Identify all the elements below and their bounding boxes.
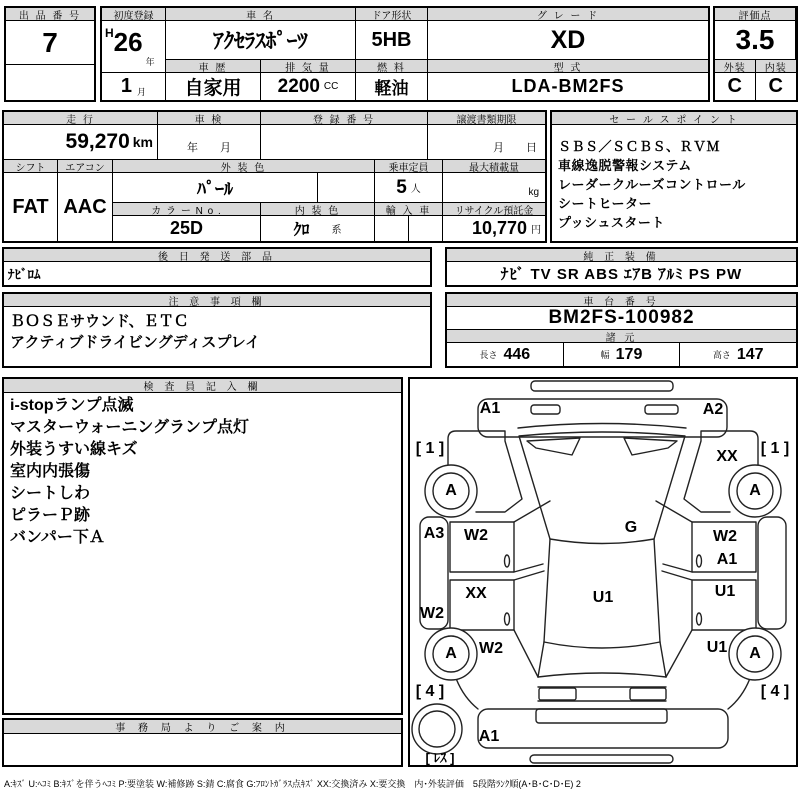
height-cell [680,343,796,366]
shift-value: FAT [4,173,58,241]
inspector-line: マスターウォーニングランプ点灯 [10,419,250,436]
grade-value: XD [428,21,708,60]
score-box [713,6,798,102]
tire-rear-left: [ 4 ] [415,683,445,700]
chassis-value: BM2FS-100982 [447,307,796,330]
int-color-label: 内 装 色 [261,203,375,216]
score-value: 3.5 [715,21,796,60]
note-line: ＢＯＳＥサウンド、ＥＴＣ [10,313,189,330]
reg-no-value [261,125,428,160]
model-code-value: LDA-BM2FS [511,76,625,96]
aircon-label: エアコン [58,160,113,173]
later-parts-box [2,247,432,287]
inspector-lines [4,393,401,553]
lot-empty-cell [6,65,94,100]
max-load-label: 最大積載量 [443,160,545,173]
deadline-value: 月 日 [428,125,545,160]
height-label: 高さ [712,350,731,360]
deadline-label: 譲渡書類期限 [428,112,545,125]
grade-label: グ レ ー ド [428,8,708,21]
capacity-cell [375,173,443,203]
car-name-value: ｱｸｾﾗｽﾎﾟｰﾂ [166,21,356,60]
ext-color-value: ﾊﾟｰﾙ [113,173,318,203]
notes-box [2,292,432,368]
month-unit: 月 [137,87,147,97]
shaken-label: 車 検 [158,112,261,125]
length-value: 446 [503,345,531,363]
sales-point-line: ＳＢＳ／ＳＣＢＳ、ＲＶＭ [558,139,721,154]
height-value: 147 [736,345,764,363]
history-value: 自家用 [166,73,261,100]
int-color-suffix: 系 [331,225,342,236]
mileage-unit: km [132,134,153,150]
sales-points-label: セ ー ル ス ポ イ ン ト [552,112,796,125]
damage-rear-bumper: A1 [478,728,500,745]
damage-quarter-rear-right: U1 [706,639,728,656]
damage-door-front-right-2: A1 [716,551,738,568]
displacement-unit: CC [323,81,339,92]
damage-wheel-rear-left: A [445,645,457,662]
exterior-grade-label: 外装 [715,60,756,73]
width-value: 179 [615,345,643,363]
dimensions-row [447,343,796,366]
notes-label: 注 意 事 項 欄 [4,294,430,307]
displacement-label: 排 気 量 [261,60,356,73]
color-no-label: カ ラ ー N o . [113,203,261,216]
tire-rear-right: [ 4 ] [760,683,790,700]
lot-box [4,6,96,102]
car-diagram-outline [410,379,796,765]
damage-front-bumper-right: A2 [702,401,724,418]
damage-windshield: G [624,519,638,536]
first-reg-label: 初度登録 [102,8,166,21]
damage-front-fender-right: XX [716,448,738,465]
inspector-box [2,377,403,715]
door-shape-label: ドア形状 [356,8,428,21]
interior-grade-value: C [768,75,783,97]
color-no-value: 25D [113,216,261,241]
damage-front-bumper-left: A1 [479,400,501,417]
aircon-value: AAC [58,173,113,241]
damage-wheel-front-left: A [445,482,457,499]
width-cell [564,343,681,366]
sales-point-line: プッシュスタート [558,215,665,230]
sales-points-lines [552,125,796,236]
mileage-value: 59,270 [65,130,130,153]
ext-color-label: 外 装 色 [113,160,375,173]
first-reg-year-cell [102,21,166,73]
displacement-value: 2200 [277,75,320,97]
length-label: 長さ [479,350,498,360]
fuel-value: 軽油 [356,73,428,100]
recycle-cell [443,216,545,241]
dimensions-label: 諸 元 [447,330,796,343]
inspector-label: 検 査 員 記 入 欄 [4,379,401,393]
recycle-unit: 円 [531,225,541,236]
damage-door-front-right-1: W2 [713,528,737,545]
score-label: 評価点 [715,8,796,21]
import-cell-b [409,216,443,241]
damage-left-sill-top: A3 [423,525,445,542]
damage-quarter-rear-left: W2 [479,640,503,657]
oem-equipment-value: ﾅﾋﾞ TV SR ABS ｴｱB ｱﾙﾐ PS PW [500,266,743,283]
damage-door-rear-right: U1 [714,583,736,600]
capacity-label: 乗車定員 [375,160,443,173]
damage-wheel-front-right: A [749,482,761,499]
chassis-label: 車 台 番 号 [447,294,796,307]
oem-equipment-label: 純 正 装 備 [447,249,796,262]
history-label: 車 歴 [166,60,261,73]
int-color-value: ｸﾛ [293,222,310,239]
model-code-label: 型 式 [428,60,708,73]
inspector-line: 外装うすい線キズ [10,441,138,458]
mileage-cell [4,125,158,160]
lot-label: 出 品 番 号 [6,8,94,21]
capacity-unit: 人 [410,184,421,195]
damage-roof: U1 [592,589,614,606]
fuel-label: 燃 料 [356,60,428,73]
car-diagram-box [408,377,798,767]
sales-point-line: レーダークルーズコントロール [558,177,746,192]
inspector-line: ピラーＰ跡 [10,507,91,524]
shaken-value: 年 月 [158,125,261,160]
recycle-value: 10,770 [471,218,527,238]
year-unit: 年 [145,57,155,67]
ext-color-extra-cell [318,173,375,203]
legend-text: A:ｷｽﾞ U:ﾍｺﾐ B:ｷｽﾞを伴うﾍｺﾐ P:要塗装 W:補修跡 S:錆 C:腐食 G:ﾌﾛﾝﾄｶﾞﾗｽ点ｷｽﾞ XX:交換済み X:要交換 内･外装評価 5段階ﾗﾝｸ順(A･B･C･D･E) 2 [4,779,581,789]
damage-wheel-rear-right: A [749,645,761,662]
note-line: アクティブドライビングディスプレイ [10,334,261,351]
tire-front-right: [ 1 ] [760,440,790,457]
office-label: 事 務 局 よ り ご 案 内 [4,720,401,734]
oem-equipment-box [445,247,798,287]
inspector-line: i-stopランプ点滅 [10,397,134,414]
displacement-cell [261,73,356,100]
reg-no-label: 登 録 番 号 [261,112,428,125]
notes-lines [4,307,430,357]
office-box [2,718,403,767]
first-reg-year: 26 [113,27,143,57]
car-name-label: 車 名 [166,8,356,21]
door-shape-value: 5HB [356,21,428,60]
inspector-line: 室内内張傷 [10,463,91,480]
spare-tire-status: [ ﾚｽ ] [425,750,455,766]
first-reg-month: 1 [120,75,133,97]
exterior-grade-value: C [715,73,756,100]
sales-points-box [550,110,798,243]
int-color-cell [261,216,375,241]
recycle-label: リサイクル預託金 [443,203,545,216]
info-box [2,110,547,243]
shift-label: シフト [4,160,58,173]
damage-left-sill-bottom: W2 [420,605,444,622]
inspector-line: シートしわ [10,485,91,502]
mileage-label: 走 行 [4,112,158,125]
damage-door-front-left: W2 [464,527,488,544]
length-cell [447,343,564,366]
damage-door-rear-left: XX [465,585,487,602]
era-letter: H [105,26,114,40]
inspector-line: バンパー下Ａ [10,529,105,546]
lot-number: 7 [6,21,94,65]
later-parts-value: ﾅﾋﾞﾛﾑ [8,267,41,282]
later-parts-label: 後 日 発 送 部 品 [4,249,430,262]
vehicle-header-box [100,6,710,102]
width-label: 幅 [600,350,610,360]
capacity-value: 5 [396,176,407,198]
import-label: 輸 入 車 [375,203,443,216]
first-reg-month-cell [102,73,166,100]
interior-grade-label: 内装 [756,60,797,73]
sales-point-line: 車線逸脱警報システム [558,158,692,173]
import-cell-a [375,216,409,241]
max-load-cell: kg [443,173,545,203]
chassis-box [445,292,798,368]
tire-front-left: [ 1 ] [415,440,445,457]
sales-point-line: シートヒーター [558,196,652,211]
